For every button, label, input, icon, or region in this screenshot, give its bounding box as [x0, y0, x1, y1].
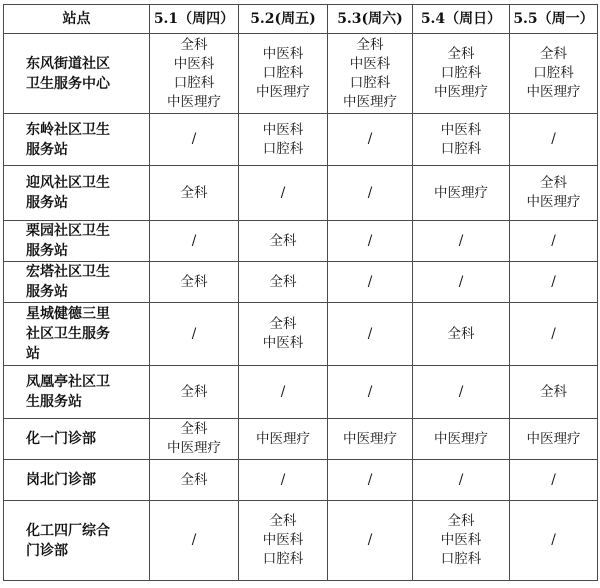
site-name-line: 星城健德三里 [26, 306, 110, 322]
table-row [4, 501, 598, 581]
site-name [4, 460, 150, 501]
site-name-line: 岗北门诊部 [26, 472, 96, 488]
site-name-line: 东岭社区卫生 [26, 121, 110, 138]
site-name-line: 服务站 [26, 141, 68, 158]
site-name-line: 社区卫生服务 [26, 326, 110, 342]
no-service-mark: / [458, 232, 464, 249]
schedule-cell-5-4 [413, 419, 510, 460]
no-service-mark: / [551, 131, 556, 147]
department-label: 全科 [447, 513, 475, 529]
schedule-cell-5-1 [150, 501, 239, 581]
site-name-line: 化工四厂综合 [26, 522, 110, 539]
site-name-line: 宏塔社区卫生 [26, 264, 110, 280]
schedule-cell-5-5 [510, 221, 598, 262]
no-service-mark: / [551, 532, 556, 548]
department-label: 口腔科 [173, 74, 215, 91]
no-service-mark: / [367, 131, 373, 147]
site-name-line: 栗园社区卫生 [26, 223, 110, 239]
department-label: 全科 [540, 46, 567, 62]
schedule-cell-5-5 [510, 460, 598, 501]
department-label: 中医理疗 [167, 93, 221, 110]
site-name-line: 化一门诊部 [26, 431, 96, 447]
department-label: 中医理疗 [343, 430, 397, 447]
header-date-5-3: 5.3(周六) [328, 5, 413, 34]
site-name-line: 服务站 [26, 195, 68, 211]
schedule-cell-5-1 [150, 166, 239, 221]
header-date-5-1: 5.1（周四） [150, 5, 239, 34]
department-label: 中医理疗 [256, 84, 310, 100]
table-row [4, 366, 598, 419]
schedule-cell-5-5 [510, 303, 598, 366]
site-name-line: 站 [26, 346, 40, 362]
department-label: 口腔科 [440, 551, 482, 567]
no-service-mark: / [191, 532, 197, 548]
department-label: 中医理疗 [526, 194, 581, 210]
department-label: 中医理疗 [434, 84, 488, 100]
no-service-mark: / [458, 273, 464, 290]
schedule-cell-5-4 [413, 34, 510, 114]
department-label: 中医科 [173, 55, 215, 72]
no-service-mark: / [191, 325, 197, 342]
site-name [4, 501, 150, 581]
site-name [4, 114, 150, 166]
schedule-cell-5-2 [239, 166, 328, 221]
department-label: 中医理疗 [526, 84, 581, 100]
department-label: 口腔科 [262, 65, 304, 81]
department-label: 中医理疗 [526, 430, 581, 447]
department-label: 全科 [180, 184, 208, 201]
no-service-mark: / [458, 383, 464, 400]
schedule-cell-5-2 [239, 262, 328, 303]
department-label: 中医理疗 [343, 93, 397, 110]
department-label: 中医科 [262, 532, 304, 548]
schedule-cell-5-2 [239, 221, 328, 262]
department-label: 全科 [540, 175, 567, 191]
no-service-mark: / [280, 383, 286, 400]
no-service-mark: / [191, 131, 197, 147]
department-label: 口腔科 [440, 140, 482, 157]
site-name-line: 服务站 [26, 284, 68, 300]
schedule-cell-5-3 [328, 221, 413, 262]
site-name-line: 东风街道社区 [26, 55, 110, 72]
department-label: 中医理疗 [256, 430, 310, 447]
no-service-mark: / [458, 471, 464, 488]
department-label: 中医理疗 [167, 440, 221, 456]
schedule-cell-5-3 [328, 501, 413, 581]
department-label: 全科 [269, 316, 297, 332]
department-label: 口腔科 [349, 74, 391, 91]
site-name-line: 卫生服务中心 [26, 75, 110, 92]
schedule-cell-5-3 [328, 262, 413, 303]
no-service-mark: / [367, 325, 373, 342]
site-name-line: 生服务站 [26, 394, 82, 410]
department-label: 全科 [269, 232, 297, 249]
schedule-cell-5-2 [239, 303, 328, 366]
schedule-cell-5-2 [239, 460, 328, 501]
schedule-cell-5-1 [150, 114, 239, 166]
table-row [4, 221, 598, 262]
department-label: 全科 [447, 46, 475, 62]
department-label: 中医理疗 [434, 430, 488, 447]
no-service-mark: / [551, 273, 556, 290]
site-name-line: 凤凰亭社区卫 [26, 374, 110, 390]
schedule-cell-5-1 [150, 366, 239, 419]
schedule-cell-5-5 [510, 114, 598, 166]
schedule-cell-5-2 [239, 419, 328, 460]
schedule-cell-5-5 [510, 501, 598, 581]
schedule-cell-5-3 [328, 366, 413, 419]
no-service-mark: / [367, 184, 373, 201]
no-service-mark: / [367, 532, 373, 548]
department-label: 全科 [180, 471, 208, 488]
schedule-cell-5-3 [328, 166, 413, 221]
no-service-mark: / [551, 471, 556, 488]
department-label: 全科 [269, 273, 297, 290]
schedule-cell-5-1 [150, 34, 239, 114]
schedule-cell-5-1 [150, 460, 239, 501]
site-name [4, 221, 150, 262]
schedule-cell-5-3 [328, 460, 413, 501]
department-label: 全科 [540, 383, 567, 400]
schedule-cell-5-1 [150, 262, 239, 303]
no-service-mark: / [280, 184, 286, 201]
schedule-cell-5-4 [413, 366, 510, 419]
no-service-mark: / [551, 325, 556, 342]
department-label: 口腔科 [533, 65, 574, 81]
table-row [4, 419, 598, 460]
schedule-cell-5-1 [150, 303, 239, 366]
site-name [4, 419, 150, 460]
table-row [4, 262, 598, 303]
site-name-line: 服务站 [26, 243, 68, 259]
schedule-cell-5-2 [239, 501, 328, 581]
schedule-cell-5-5 [510, 262, 598, 303]
department-label: 中医科 [440, 532, 482, 548]
schedule-cell-5-4 [413, 166, 510, 221]
schedule-cell-5-5 [510, 419, 598, 460]
header-date-5-2: 5.2(周五) [239, 5, 328, 34]
table-row [4, 303, 598, 366]
department-label: 中医科 [440, 121, 482, 138]
site-name-line: 门诊部 [26, 542, 68, 559]
schedule-cell-5-1 [150, 419, 239, 460]
schedule-cell-5-2 [239, 34, 328, 114]
header-date-5-4: 5.4（周日） [413, 5, 510, 34]
schedule-cell-5-4 [413, 460, 510, 501]
department-label: 中医科 [262, 46, 304, 62]
schedule-cell-5-4 [413, 262, 510, 303]
schedule-cell-5-4 [413, 501, 510, 581]
no-service-mark: / [367, 471, 373, 488]
department-label: 口腔科 [262, 551, 304, 567]
table-row [4, 34, 598, 114]
table-row [4, 460, 598, 501]
department-label: 口腔科 [262, 140, 304, 157]
table-row [4, 166, 598, 221]
no-service-mark: / [367, 232, 373, 249]
schedule-cell-5-3 [328, 419, 413, 460]
schedule-cell-5-4 [413, 221, 510, 262]
schedule-cell-5-3 [328, 114, 413, 166]
site-name [4, 34, 150, 114]
header-date-5-5: 5.5（周一） [510, 5, 598, 34]
header-site: 站点 [4, 5, 150, 34]
site-name [4, 262, 150, 303]
department-label: 全科 [180, 421, 208, 437]
department-label: 中医科 [262, 121, 304, 138]
table-row [4, 114, 598, 166]
table-body [4, 34, 598, 581]
department-label: 中医理疗 [434, 184, 488, 201]
schedule-cell-5-4 [413, 114, 510, 166]
department-label: 中医科 [262, 335, 304, 351]
schedule-cell-5-2 [239, 366, 328, 419]
site-name [4, 166, 150, 221]
department-label: 中医科 [349, 55, 391, 72]
department-label: 全科 [180, 36, 208, 53]
no-service-mark: / [280, 471, 286, 488]
schedule-cell-5-3 [328, 303, 413, 366]
schedule-cell-5-5 [510, 166, 598, 221]
schedule-cell-5-3 [328, 34, 413, 114]
department-label: 全科 [447, 325, 475, 342]
schedule-cell-5-2 [239, 114, 328, 166]
site-name [4, 366, 150, 419]
no-service-mark: / [367, 383, 373, 400]
department-label: 全科 [356, 36, 384, 53]
schedule-cell-5-5 [510, 34, 598, 114]
no-service-mark: / [367, 273, 373, 290]
no-service-mark: / [191, 232, 197, 249]
department-label: 口腔科 [440, 65, 482, 81]
site-name-line: 迎风社区卫生 [26, 175, 110, 191]
schedule-table [3, 4, 598, 581]
site-name [4, 303, 150, 366]
department-label: 全科 [180, 273, 208, 290]
department-label: 全科 [180, 383, 208, 400]
schedule-cell-5-1 [150, 221, 239, 262]
schedule-cell-5-4 [413, 303, 510, 366]
header-row [4, 5, 598, 34]
department-label: 全科 [269, 513, 297, 529]
no-service-mark: / [551, 232, 556, 249]
schedule-cell-5-5 [510, 366, 598, 419]
